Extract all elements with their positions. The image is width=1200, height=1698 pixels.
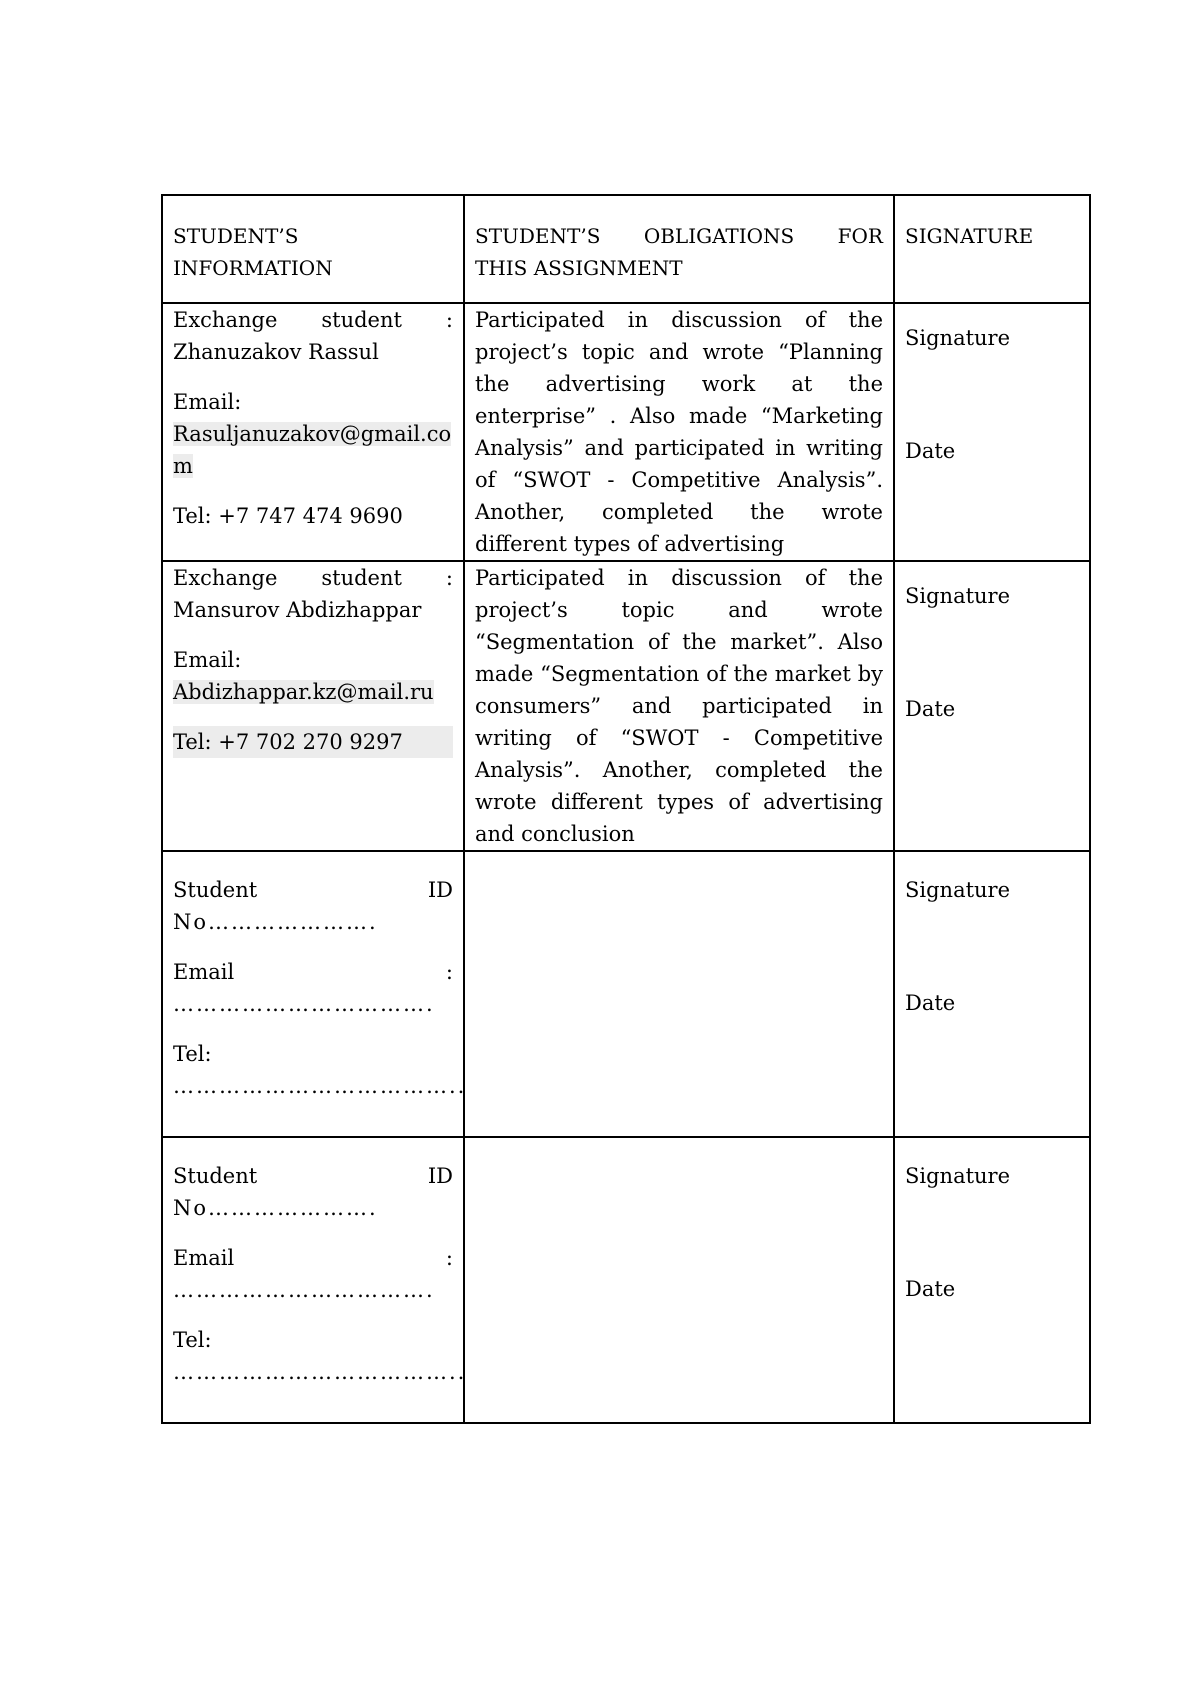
email-link[interactable]: Abdizhappar.kz@mail.ru — [173, 680, 434, 704]
signature-label: Signature — [905, 1164, 1011, 1188]
email-field[interactable]: ……………………………. — [173, 1278, 435, 1302]
header-signature-label: SIGNATURE — [905, 224, 1034, 248]
header-info-line2: INFORMATION — [173, 256, 333, 280]
signature-label: Signature — [905, 878, 1011, 902]
email-label: Email — [173, 1246, 235, 1270]
exchange-student-line — [173, 304, 453, 336]
header-obligations-word: OBLIGATIONS — [643, 224, 795, 248]
email-value[interactable] — [173, 676, 453, 708]
obligations-cell — [464, 561, 894, 851]
header-obligations-line2: THIS ASSIGNMENT — [475, 256, 683, 280]
signature-cell — [894, 303, 1090, 561]
date-label: Date — [905, 439, 956, 463]
date-label: Date — [905, 1277, 956, 1301]
tel-value: Tel: +7 702 270 9297 — [173, 726, 453, 758]
header-student-obligations — [464, 195, 894, 303]
colon: : — [445, 566, 453, 590]
signature-label: Signature — [905, 584, 1011, 608]
student-info-cell — [162, 851, 467, 1137]
tel-field[interactable]: ……………………………….. — [173, 1074, 467, 1098]
tel-label: Tel: — [173, 1042, 212, 1066]
email-label: Email: — [173, 648, 242, 672]
email-line — [173, 1242, 453, 1274]
student-word: student — [321, 566, 402, 590]
email-label: Email — [173, 960, 235, 984]
tel-label: Tel: — [173, 1328, 212, 1352]
id-word: ID — [427, 1164, 453, 1188]
table-row — [162, 561, 1090, 851]
header-obligations-word: STUDENT’S — [475, 224, 601, 248]
email-link[interactable]: Rasuljanuzakov@gmail.com — [173, 422, 452, 478]
student-word: Student — [173, 1164, 258, 1188]
date-label: Date — [905, 991, 956, 1015]
email-field[interactable]: ……………………………. — [173, 992, 435, 1016]
tel-field[interactable]: ……………………………….. — [173, 1360, 467, 1384]
table-header-row — [162, 195, 1090, 303]
date-label: Date — [905, 697, 956, 721]
table-row — [162, 303, 1090, 561]
header-student-information — [162, 195, 464, 303]
obligations-cell[interactable] — [464, 1137, 894, 1423]
student-info-cell — [162, 561, 464, 851]
exchange-word: Exchange — [173, 308, 278, 332]
signature-label: Signature — [905, 326, 1011, 350]
student-word: student — [321, 308, 402, 332]
colon: : — [445, 1246, 453, 1270]
obligations-cell[interactable] — [464, 851, 894, 1137]
student-name: Mansurov Abdizhappar — [173, 598, 422, 622]
student-id-field[interactable]: No…………………. — [173, 910, 378, 934]
id-word: ID — [427, 878, 453, 902]
student-info-cell — [162, 1137, 467, 1423]
student-id-field[interactable]: No…………………. — [173, 1196, 378, 1220]
tel-value: Tel: +7 747 474 9690 — [173, 504, 403, 528]
obligations-text: Participated in discussion of the project’s topic and wrote “Planning the advertising work at the enterprise” . Also made “Marketing Analysis” and participated in writing of “SWOT - Competitive Analysis”. Another, completed the wrote different types of advertising — [475, 308, 883, 556]
header-obligations-word: FOR — [837, 224, 883, 248]
student-info-cell — [162, 303, 464, 561]
signature-cell — [894, 851, 1090, 1137]
signature-cell — [894, 1137, 1090, 1423]
email-line — [173, 956, 453, 988]
header-obligations-line1 — [475, 220, 883, 252]
student-id-line — [173, 1160, 453, 1192]
student-word: Student — [173, 878, 258, 902]
colon: : — [445, 960, 453, 984]
email-value[interactable] — [173, 418, 453, 482]
table-row — [162, 1137, 1090, 1423]
header-info-line1: STUDENT’S — [173, 224, 299, 248]
obligations-cell — [464, 303, 894, 561]
obligations-text: Participated in discussion of the project’s topic and wrote “Segmentation of the market”. Also made “Segmentation of the market by consumers” and participated in writing of “SWOT - Competitive Analysis”. Another, completed the wrote different types of advertising and conclusion — [475, 566, 883, 846]
student-obligations-table — [161, 194, 1091, 1424]
signature-cell — [894, 561, 1090, 851]
student-id-line — [173, 874, 453, 906]
table-row — [162, 851, 1090, 1137]
exchange-word: Exchange — [173, 566, 278, 590]
header-signature — [894, 195, 1090, 303]
email-label: Email: — [173, 390, 242, 414]
student-name: Zhanuzakov Rassul — [173, 340, 379, 364]
colon: : — [445, 308, 453, 332]
exchange-student-line — [173, 562, 453, 594]
